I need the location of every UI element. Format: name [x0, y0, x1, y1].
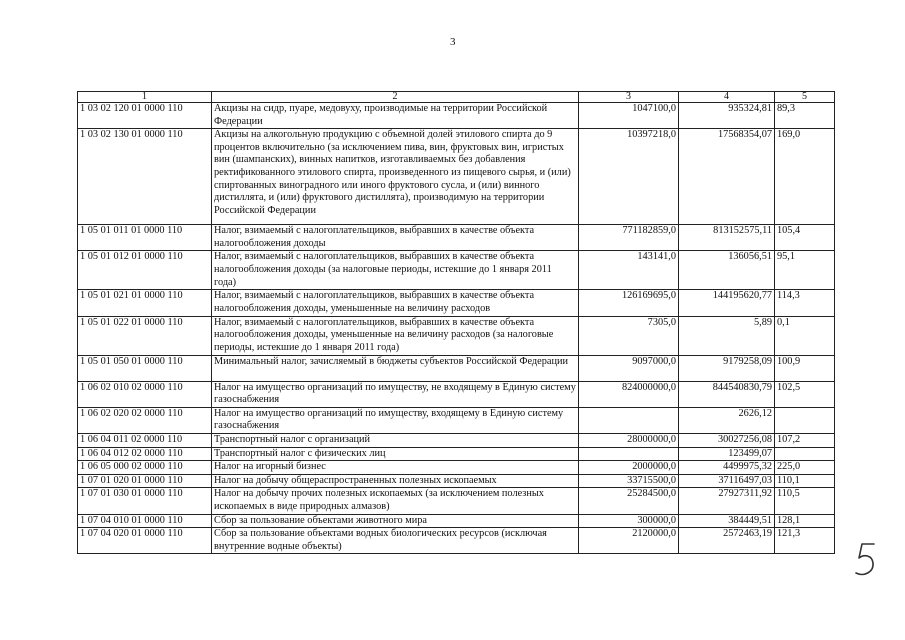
plan-value: [579, 407, 679, 433]
header-col-5: 5: [775, 92, 835, 103]
budget-code: 1 06 02 020 02 0000 110: [78, 407, 212, 433]
page-number: 3: [450, 36, 456, 48]
actual-value: 844540830,79: [679, 381, 775, 407]
plan-value: 771182859,0: [579, 225, 679, 251]
revenue-name: Налог на добычу общераспространенных полезных ископаемых: [212, 474, 579, 488]
table-row: [78, 251, 835, 290]
revenue-name: Налог, взимаемый с налогоплательщиков, выбравших в качестве объекта налогообложения доходы: [212, 225, 579, 251]
plan-value: 1047100,0: [579, 103, 679, 129]
plan-value: 25284500,0: [579, 488, 679, 514]
percent-value: 225,0: [775, 461, 835, 475]
actual-value: 9179258,09: [679, 355, 775, 381]
table-row: [78, 225, 835, 251]
budget-code: 1 07 01 030 01 0000 110: [78, 488, 212, 514]
table-row: [78, 407, 835, 433]
plan-value: 824000000,0: [579, 381, 679, 407]
budget-code: 1 07 04 020 01 0000 110: [78, 528, 212, 554]
table-row: [78, 103, 835, 129]
revenue-table: [77, 91, 835, 554]
table-row: [78, 447, 835, 461]
budget-code: 1 05 01 021 01 0000 110: [78, 290, 212, 316]
table-row: [78, 488, 835, 514]
percent-value: 107,2: [775, 433, 835, 447]
plan-value: 9097000,0: [579, 355, 679, 381]
budget-code: 1 05 01 012 01 0000 110: [78, 251, 212, 290]
percent-value: 95,1: [775, 251, 835, 290]
budget-code: 1 05 01 011 01 0000 110: [78, 225, 212, 251]
percent-value: 100,9: [775, 355, 835, 381]
table-row: [78, 461, 835, 475]
plan-value: 300000,0: [579, 514, 679, 528]
actual-value: 2572463,19: [679, 528, 775, 554]
plan-value: 126169695,0: [579, 290, 679, 316]
actual-value: 27927311,92: [679, 488, 775, 514]
table-header-row: [78, 92, 835, 103]
table-row: [78, 355, 835, 381]
revenue-name: Налог, взимаемый с налогоплательщиков, выбравших в качестве объекта налогообложения доходы (за налоговые периоды, истекшие до 1 января 2011 года): [212, 251, 579, 290]
revenue-name: Акцизы на сидр, пуаре, медовуху, производимые на территории Российской Федерации: [212, 103, 579, 129]
budget-code: 1 06 05 000 02 0000 110: [78, 461, 212, 475]
actual-value: 2626,12: [679, 407, 775, 433]
budget-code: 1 05 01 050 01 0000 110: [78, 355, 212, 381]
header-col-2: 2: [212, 92, 579, 103]
revenue-name: Налог, взимаемый с налогоплательщиков, выбравших в качестве объекта налогообложения доходы, уменьшенные на величину расходов (за налоговые периоды, истекшие до 1 января 2011 года): [212, 316, 579, 355]
revenue-name: Сбор за пользование объектами животного мира: [212, 514, 579, 528]
plan-value: 28000000,0: [579, 433, 679, 447]
budget-code: 1 05 01 022 01 0000 110: [78, 316, 212, 355]
percent-value: [775, 447, 835, 461]
table-row: [78, 381, 835, 407]
revenue-name: Сбор за пользование объектами водных биологических ресурсов (исключая внутренние водные объекты): [212, 528, 579, 554]
revenue-name: Минимальный налог, зачисляемый в бюджеты субъектов Российской Федерации: [212, 355, 579, 381]
percent-value: 110,5: [775, 488, 835, 514]
budget-code: 1 03 02 120 01 0000 110: [78, 103, 212, 129]
table-row: [78, 528, 835, 554]
percent-value: 102,5: [775, 381, 835, 407]
actual-value: 30027256,08: [679, 433, 775, 447]
table-row: [78, 514, 835, 528]
budget-code: 1 07 04 010 01 0000 110: [78, 514, 212, 528]
plan-value: 10397218,0: [579, 129, 679, 225]
budget-code: 1 06 02 010 02 0000 110: [78, 381, 212, 407]
budget-code: 1 03 02 130 01 0000 110: [78, 129, 212, 225]
percent-value: 114,3: [775, 290, 835, 316]
table-row: [78, 290, 835, 316]
actual-value: 935324,81: [679, 103, 775, 129]
revenue-name: Налог, взимаемый с налогоплательщиков, выбравших в качестве объекта налогообложения доходы, уменьшенные на величину расходов: [212, 290, 579, 316]
actual-value: 4499975,32: [679, 461, 775, 475]
table-row: [78, 433, 835, 447]
budget-code: 1 06 04 012 02 0000 110: [78, 447, 212, 461]
budget-code: 1 06 04 011 02 0000 110: [78, 433, 212, 447]
percent-value: 169,0: [775, 129, 835, 225]
header-col-1: 1: [78, 92, 212, 103]
percent-value: [775, 407, 835, 433]
revenue-name: Акцизы на алкогольную продукцию с объемной долей этилового спирта до 9 процентов включительно (за исключением пива, вин, фруктовых вин, игристых вин (шампанских), винных напитков, изготавливаемых без добавления ректификованного этилового спирта, произведенного из пищевого сырья, и (или) спиртованных виноградного или иного фруктового сусла, и (или) винного дистиллята, и (или) фруктового дистиллята), производимую на территории Российской Федерации: [212, 129, 579, 225]
actual-value: 123499,07: [679, 447, 775, 461]
table-row: [78, 129, 835, 225]
plan-value: 33715500,0: [579, 474, 679, 488]
actual-value: 37116497,03: [679, 474, 775, 488]
plan-value: 143141,0: [579, 251, 679, 290]
revenue-name: Налог на добычу прочих полезных ископаемых (за исключением полезных ископаемых в виде природных алмазов): [212, 488, 579, 514]
header-col-3: 3: [579, 92, 679, 103]
revenue-name: Налог на имущество организаций по имуществу, входящему в Единую систему газоснабжения: [212, 407, 579, 433]
actual-value: 17568354,07: [679, 129, 775, 225]
actual-value: 136056,51: [679, 251, 775, 290]
actual-value: 384449,51: [679, 514, 775, 528]
percent-value: 128,1: [775, 514, 835, 528]
budget-code: 1 07 01 020 01 0000 110: [78, 474, 212, 488]
percent-value: 121,3: [775, 528, 835, 554]
actual-value: 813152575,11: [679, 225, 775, 251]
plan-value: 7305,0: [579, 316, 679, 355]
revenue-name: Налог на имущество организаций по имуществу, не входящему в Единую систему газоснабжения: [212, 381, 579, 407]
percent-value: 89,3: [775, 103, 835, 129]
plan-value: 2120000,0: [579, 528, 679, 554]
revenue-name: Транспортный налог с организаций: [212, 433, 579, 447]
table-row: [78, 316, 835, 355]
percent-value: 110,1: [775, 474, 835, 488]
revenue-name: Налог на игорный бизнес: [212, 461, 579, 475]
actual-value: 144195620,77: [679, 290, 775, 316]
header-col-4: 4: [679, 92, 775, 103]
plan-value: [579, 447, 679, 461]
handwritten-page-mark: [852, 540, 880, 580]
revenue-name: Транспортный налог с физических лиц: [212, 447, 579, 461]
percent-value: 0,1: [775, 316, 835, 355]
plan-value: 2000000,0: [579, 461, 679, 475]
percent-value: 105,4: [775, 225, 835, 251]
actual-value: 5,89: [679, 316, 775, 355]
table-row: [78, 474, 835, 488]
